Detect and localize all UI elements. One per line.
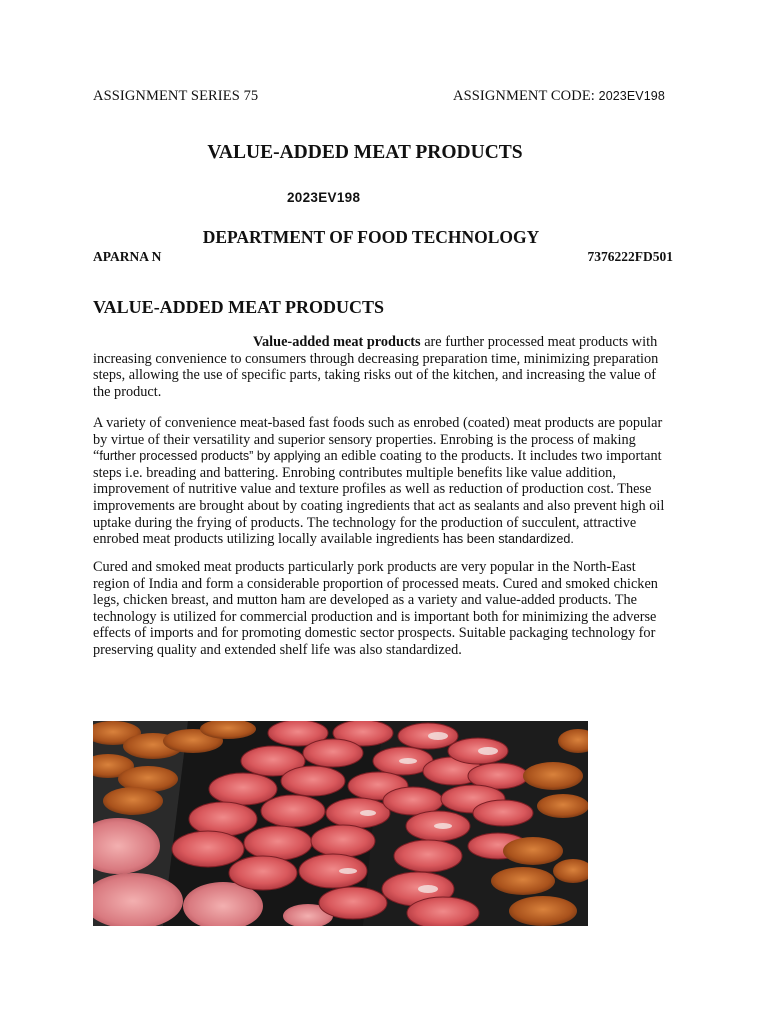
author-id: 7376222FD501 <box>587 249 673 264</box>
paragraph-intro <box>93 334 673 400</box>
paragraph-enrobing <box>93 415 673 548</box>
paragraph-enrobing-part3: an edible coating to the products. It includes two important steps i.e. breading and battering. Enrobing contributes multiple benefits like value addition, improvement of nutritive value and texture profiles as well as reduction of production cost. These improvements are brought about by coating ingredients that act as sealants and also prevent high oil uptake during the frying of products. The technology for the production of succulent, attractive enrobed meat products utilizing locally available ingredients h <box>93 448 665 548</box>
assignment-code-repeat: 2023EV198 <box>287 190 361 205</box>
paragraph-enrobing-part2: further processed products” by applying <box>99 449 321 464</box>
paragraph-enrobing-part1: A variety of convenience meat-based fast foods such as enrobed (coated) meat products are popular by virtue of their versatility and superior sensory properties. Enrobing is the process of making “ <box>93 415 663 465</box>
author-row <box>93 249 673 265</box>
paragraph-intro-text: are further processed meat products with increasing convenience to consumers through decreasing preparation time, minimizing preparation steps, allowing the use of specific parts, taking risks out of the kitchen, and increasing the value of the product. <box>93 334 659 400</box>
department-name: DEPARTMENT OF FOOD TECHNOLOGY <box>202 227 540 247</box>
meat-products-photo <box>93 721 588 926</box>
assignment-code <box>453 88 665 105</box>
section-heading: VALUE-ADDED MEAT PRODUCTS <box>93 297 385 317</box>
assignment-code-value: 2023EV198 <box>598 89 665 103</box>
author-name: APARNA N <box>93 249 162 264</box>
assignment-series: ASSIGNMENT SERIES 75 <box>93 88 259 104</box>
assignment-code-label: ASSIGNMENT CODE: <box>453 88 599 104</box>
document-title: VALUE-ADDED MEAT PRODUCTS <box>207 142 523 163</box>
paragraph-enrobing-part4: as been standardized. <box>449 532 574 547</box>
paragraph-intro-lead: Value-added meat products <box>253 334 421 350</box>
paragraph-cured-smoked: Cured and smoked meat products particularly pork products are very popular in the North-East region of India and form a considerable proportion of processed meats. Cured and smoked chicken legs, chicken breast, and mutton ham are developed as a variety and value-added products. The technology is utilized for commercial production and is important both for minimizing the adverse effects of imports and for promoting domestic sector prospects. Suitable packaging technology for preserving quality and extended shelf life was also standardized. <box>93 559 658 658</box>
